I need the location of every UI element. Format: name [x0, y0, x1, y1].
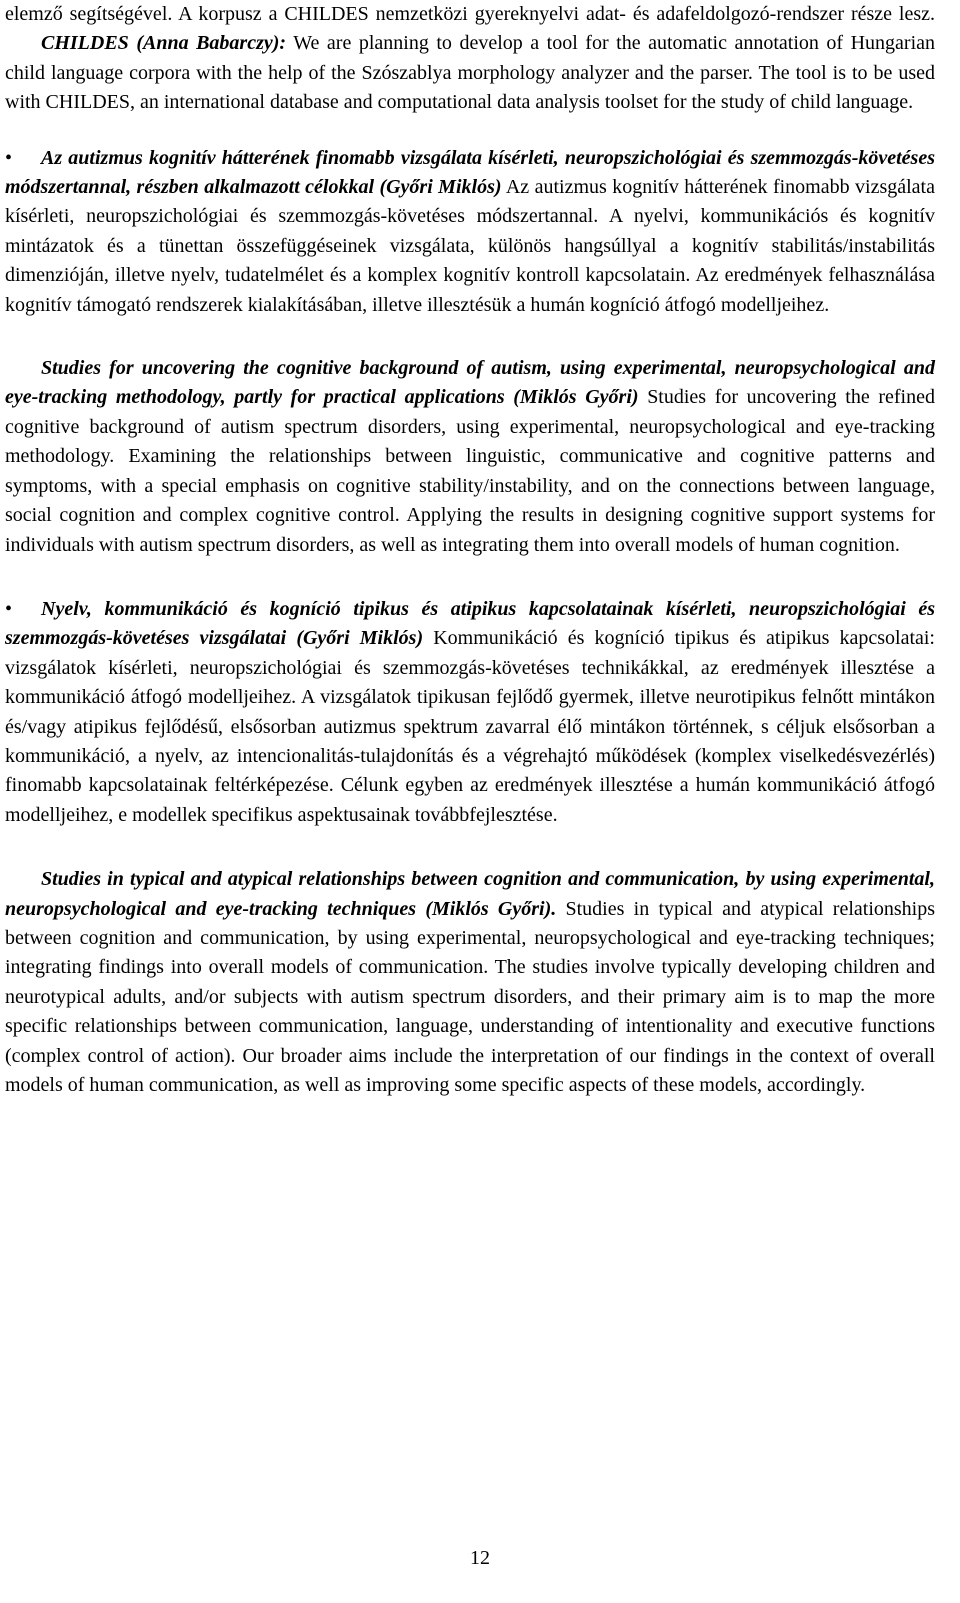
comm-hu-title: Nyelv, kommunikáció és kogníció tipikus és atipikus kapcsolatainak kísérleti, neuropszichológiai és szemmozgás-követéses vizsgálatai (Győri Miklós): [5, 597, 935, 650]
intro-fragment: elemző segítségével. A korpusz a CHILDES nemzetközi gyereknyelvi adat- és adafeldolgozó-rendszer része lesz.: [5, 3, 935, 25]
page-content: [5, 0, 935, 1100]
childes-body: We are planning to develop a tool for the automatic annotation of Hungarian child language corpora with the help of the Szószablya morphology analyzer and the parser. The tool is to be used with CHILDES, an international database and computational data analysis toolset for the study of child language.: [5, 32, 936, 114]
autism-hu-title: Az autizmus kognitív hátterének finomabb vizsgálata kísérleti, neuropszichológiai és szemmozgás-követéses módszertannal, részben alkalmazott célokkal (Győri Miklós): [5, 146, 935, 199]
comm-hu-body: Kommunikáció és kogníció tipikus és atipikus kapcsolatai: vizsgálatok kísérleti, neuropszichológiai és szemmozgás-követéses technikákkal, az eredmények illesztése a kommunikáció átfogó modelljeihez. A vizsgálatok tipikusan fejlődő gyermek, illetve neurotipikus felnőtt mintákon és/vagy atipikus fejlődésű, elsősorban autizmus spektrum zavarral élő mintákon történnek, s céljuk elsősorban a kommunikáció, a nyelv, az intencionalitás-tulajdonítás és a végrehajtó működések (komplex viselkedésvezérlés) finomabb kapcsolatainak feltérképezése. Célunk egyben az eredmények illesztése a humán kommunikáció átfogó modelljeihez, e modellek specifikus aspektusainak továbbfejlesztése.: [5, 627, 935, 826]
childes-title: CHILDES (Anna Babarczy):: [41, 32, 287, 55]
comm-en-paragraph: [5, 865, 935, 1100]
autism-hu-body: Az autizmus kognitív hátterének finomabb vizsgálata kísérleti, neuropszichológiai és szemmozgás-követéses módszertannal. A nyelvi, kommunikációs és kognitív mintázatok és a tünettan összefüggéseinek vizsgálata, különös hangsúllyal a kognitív stabilitás/instabilitás dimenzióján, illetve nyelv, tudatelmélet és a komplex kognitív kontroll kapcsolatain. Az eredmények felhasználása kognitív támogató rendszerek kialakításában, illetve illesztésük a humán kogníció átfogó modelljeihez.: [5, 176, 935, 316]
bullet-icon: •: [5, 597, 13, 620]
page-number: 12: [470, 1547, 490, 1569]
autism-en-title: Studies for uncovering the cognitive background of autism, using experimental, neuropsychological and eye-tracking methodology, partly for practical applications (Miklós Győri): [5, 357, 935, 409]
autism-en-paragraph: [5, 354, 935, 560]
bullet-icon: •: [5, 146, 13, 169]
autism-hu-paragraph: [5, 144, 935, 320]
comm-hu-paragraph: [5, 595, 935, 830]
autism-en-body: Studies for uncovering the refined cognitive background of autism spectrum disorders, using experimental, neuropsychological and eye-tracking methodology. Examining the relationships between linguistic, communicative and cognitive patterns and symptoms, with a special emphasis on cognitive stability/instability, and on the connections between language, social cognition and complex cognitive control. Applying the results in designing cognitive support systems for individuals with autism spectrum disorders, as well as integrating them into overall models of human cognition.: [5, 386, 935, 556]
comm-en-body: Studies in typical and atypical relationships between cognition and communication, by using experimental, neuropsychological and eye-tracking techniques; integrating findings into overall models of communication. The studies involve typically developing children and neurotypical adults, and/or subjects with autism spectrum disorders, and their primary aim is to map the more specific relationships between communication, language, understanding of intentionality and executive functions (complex control of action). Our broader aims include the interpretation of our findings in the context of overall models of human communication, as well as improving some specific aspects of these models, accordingly.: [5, 897, 935, 1096]
comm-en-title: Studies in typical and atypical relationships between cognition and communication, by using experimental, neuropsychological and eye-tracking techniques (Miklós Győri).: [5, 868, 935, 920]
intro-paragraph: [5, 0, 935, 118]
